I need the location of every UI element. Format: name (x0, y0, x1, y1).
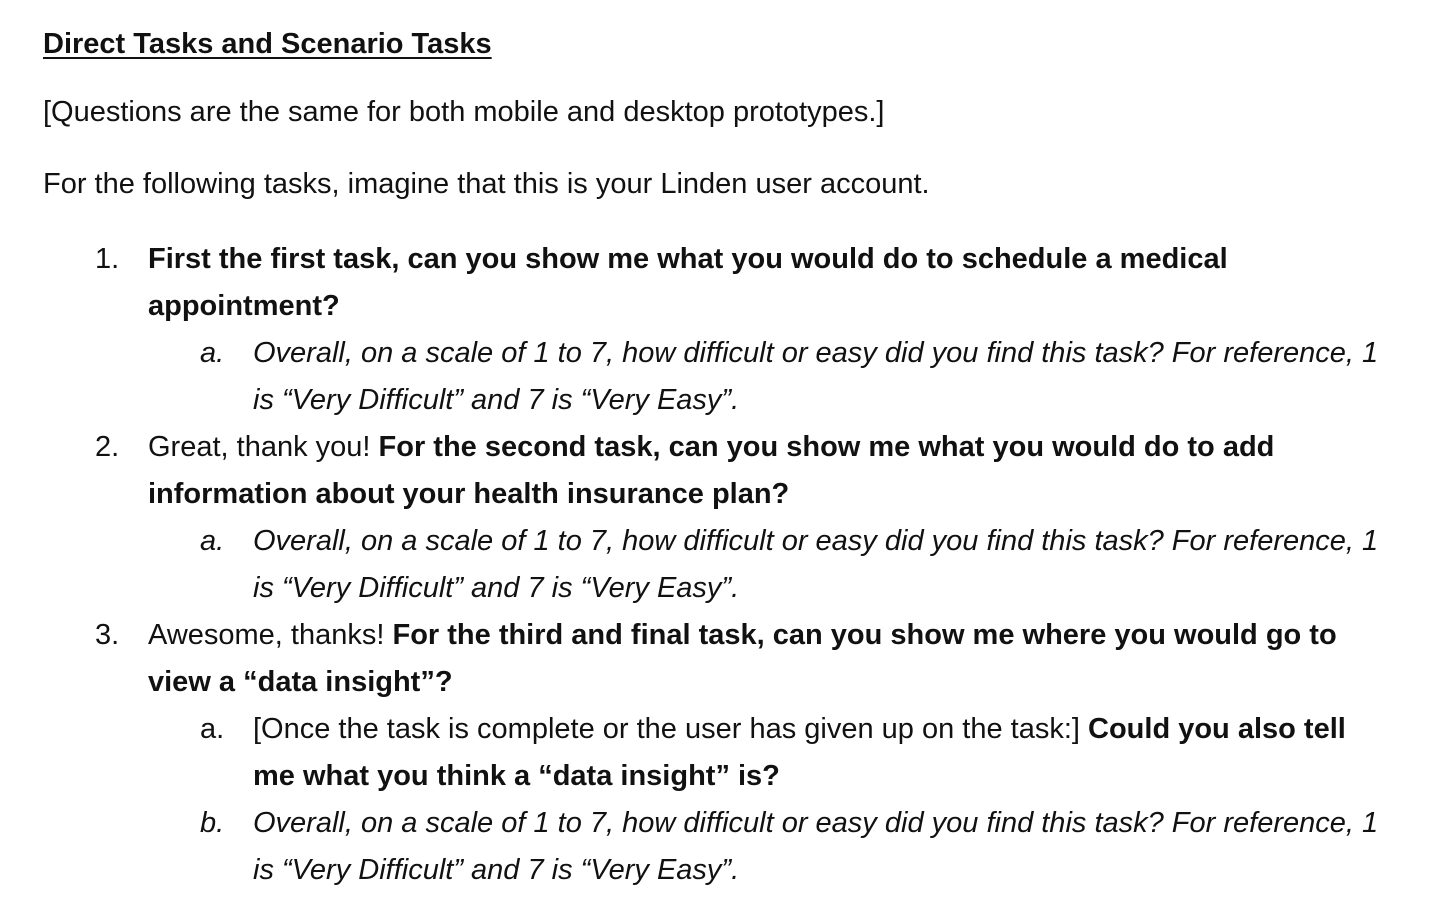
task-item-3 (43, 612, 1423, 894)
task-text (148, 424, 1388, 518)
task-lead: Great, thank you! (148, 431, 379, 463)
task-lead: Awesome, thanks! (148, 619, 393, 651)
task-number: 2. (95, 431, 120, 463)
subtask-lead: [Once the task is complete or the user has given up on the task:] (253, 713, 1089, 745)
subtask-item-3a (43, 706, 1423, 800)
subtask-item-2a (43, 518, 1423, 612)
task-text (148, 236, 1388, 330)
task-item-2 (43, 424, 1423, 612)
document-heading: Direct Tasks and Scenario Tasks (43, 28, 492, 60)
subtask-text: Overall, on a scale of 1 to 7, how difficult or easy did you find this task? For reference, 1 is “Very Difficult” and 7 is “Very Easy”. (253, 807, 1379, 886)
subtask-letter: a. (200, 525, 225, 557)
task-item-1 (43, 236, 1423, 424)
task-number: 3. (95, 619, 120, 651)
subtask-item-3b (43, 800, 1423, 894)
task-list (43, 236, 1423, 894)
subtask-text (253, 706, 1393, 800)
task-question: For the second task, can you show me what you would do to add information about your health insurance plan? (148, 431, 1275, 510)
subtask-text: Overall, on a scale of 1 to 7, how difficult or easy did you find this task? For reference, 1 is “Very Difficult” and 7 is “Very Easy”. (253, 525, 1379, 604)
subtask-text: Overall, on a scale of 1 to 7, how difficult or easy did you find this task? For reference, 1 is “Very Difficult” and 7 is “Very Easy”. (253, 337, 1379, 416)
task-number: 1. (95, 243, 120, 275)
task-question: First the first task, can you show me what you would do to schedule a medical appointment? (148, 243, 1228, 322)
task-question: For the third and final task, can you show me where you would go to view a “data insight”? (148, 619, 1337, 698)
subtask-letter: b. (200, 807, 225, 839)
intro-paragraph: For the following tasks, imagine that this is your Linden user account. (43, 168, 930, 200)
subtask-item-1a (43, 330, 1423, 424)
subtask-letter: a. (200, 713, 225, 745)
intro-note: [Questions are the same for both mobile and desktop prototypes.] (43, 96, 885, 128)
subtask-letter: a. (200, 337, 225, 369)
task-text (148, 612, 1388, 706)
subtask-question: Could you also tell me what you think a “data insight” is? (253, 713, 1346, 792)
